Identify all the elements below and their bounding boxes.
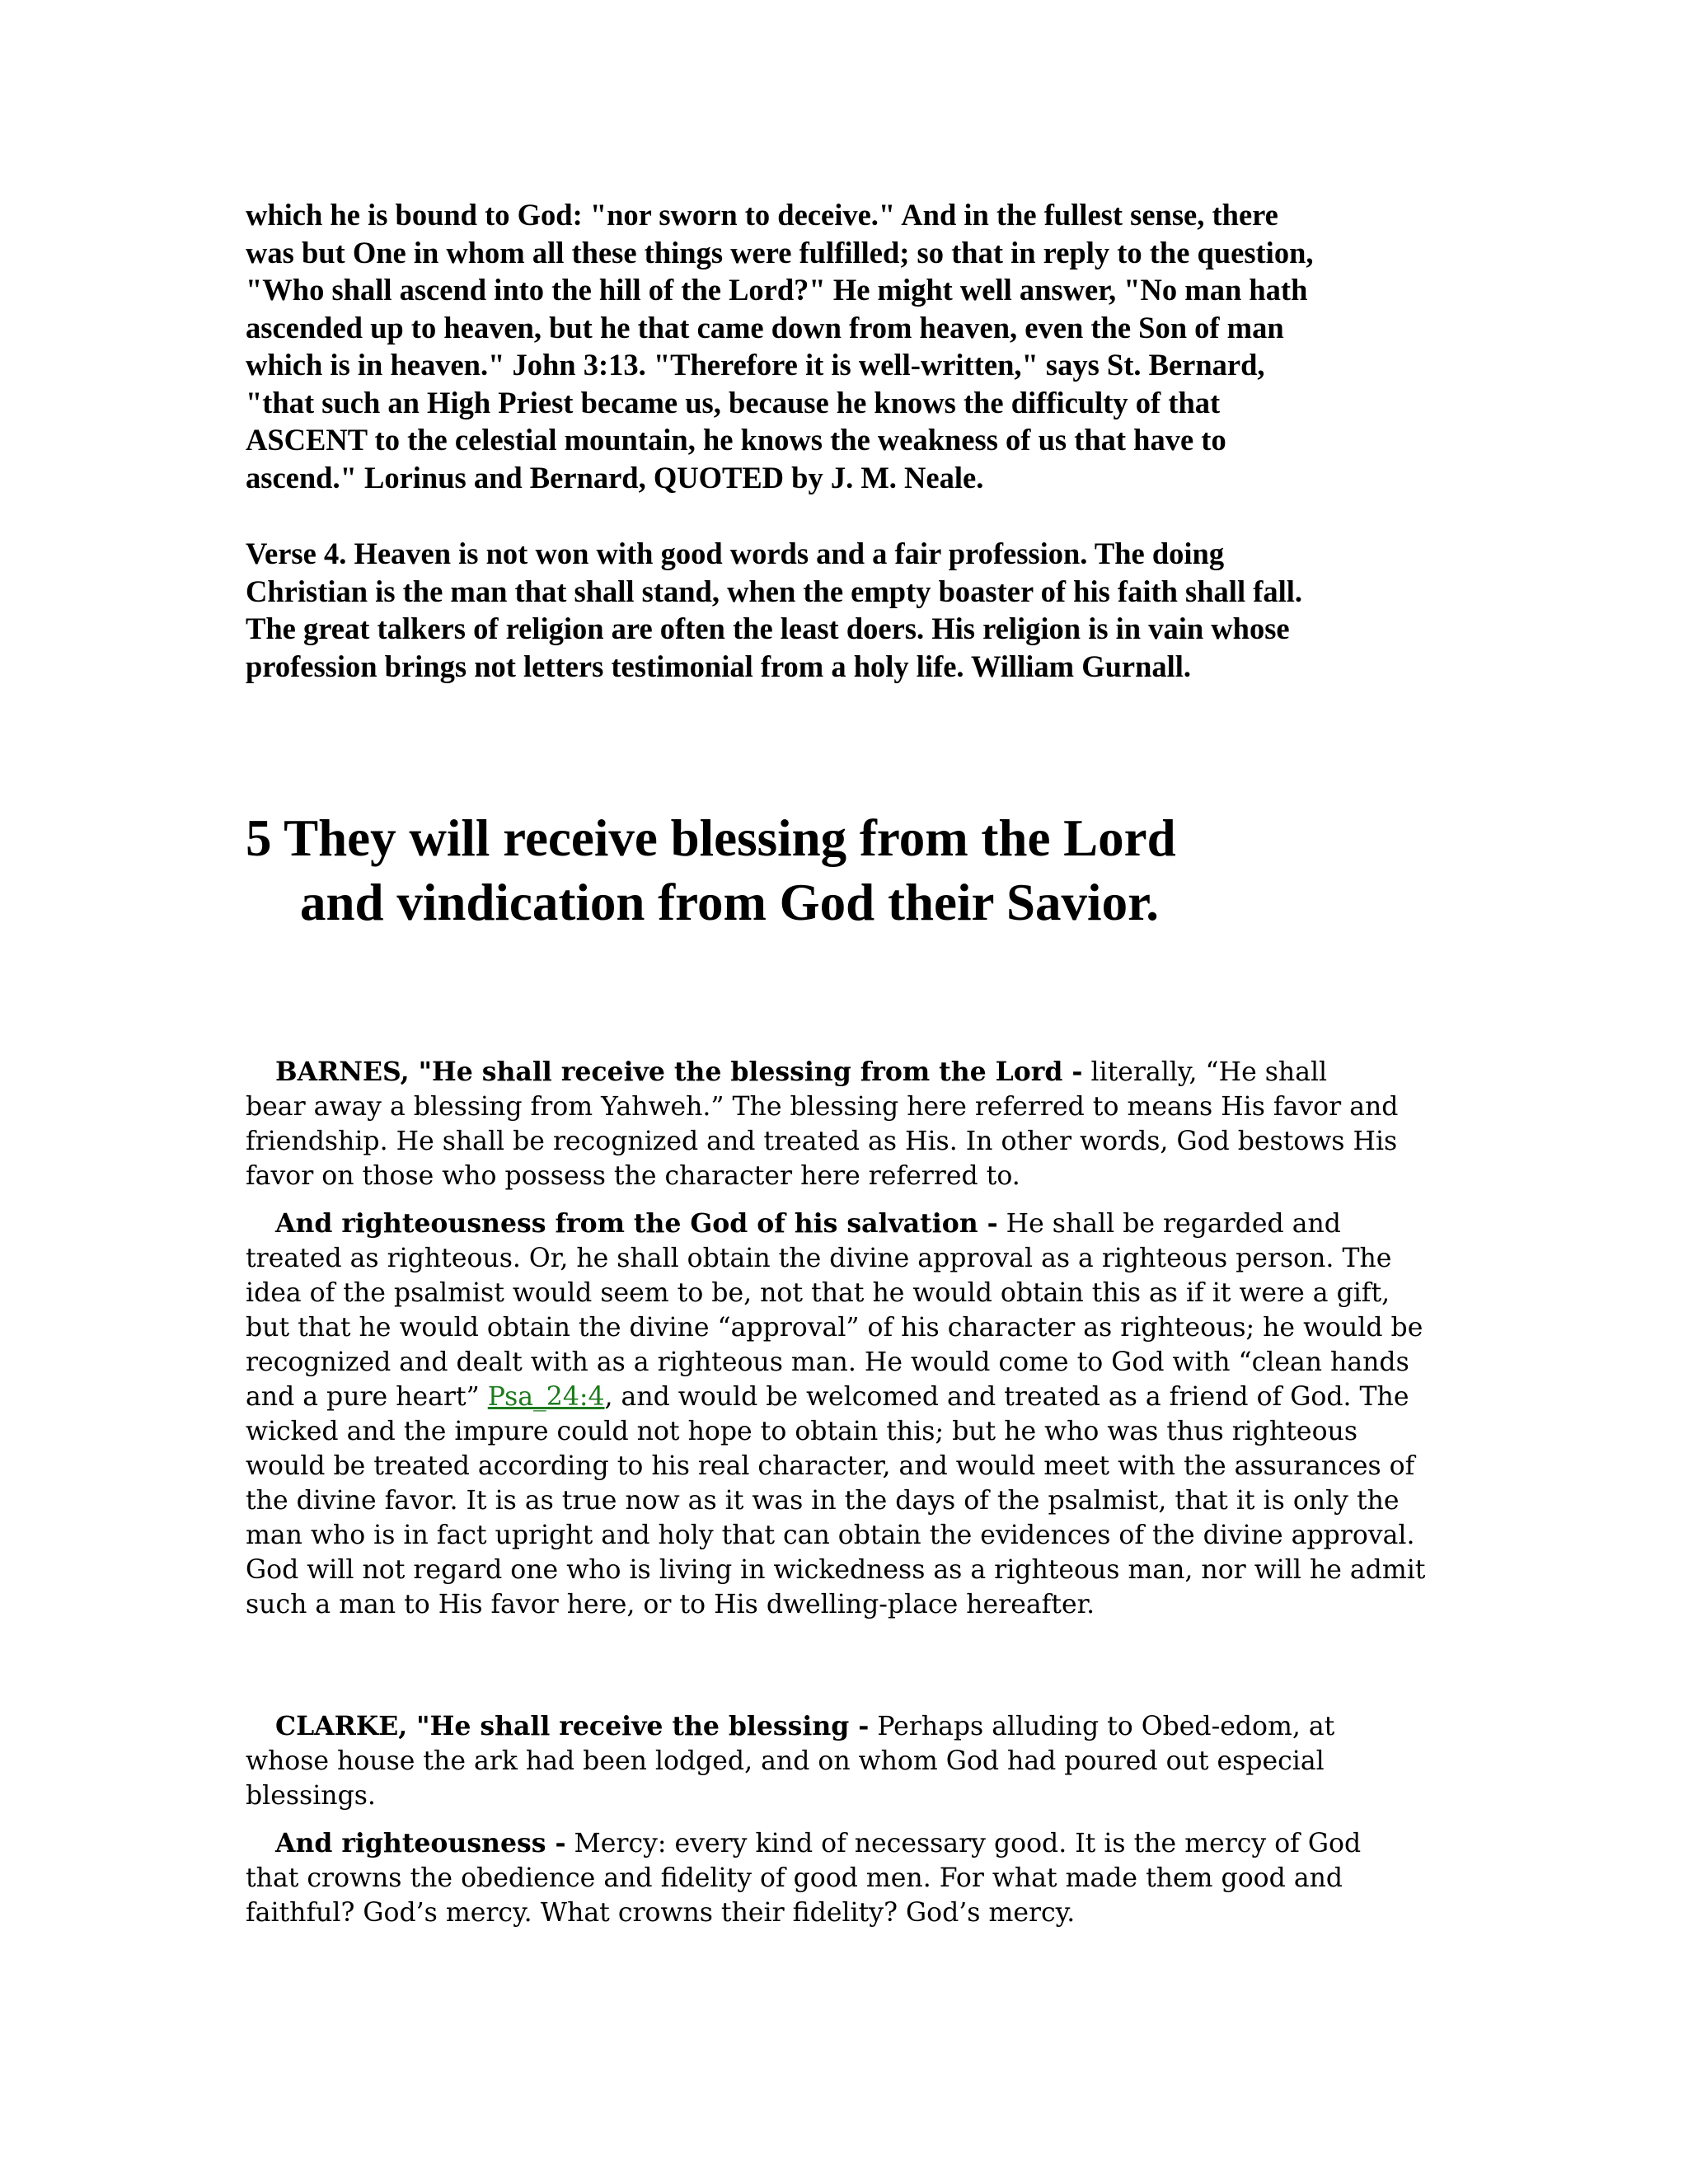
verse4-line: Verse 4. Heaven is not won with good words and a fair profession. The doing [246, 537, 1225, 570]
barnes-p2-line: recognized and dealt with as a righteous man. He would come to God with “clean hands [246, 1347, 1409, 1377]
barnes-p1-line: bear away a blessing from Yahweh.” The blessing here referred to means His favor and [246, 1092, 1399, 1122]
barnes-paragraph-1 [246, 1055, 1398, 1193]
barnes-p2-text: and a pure heart” [246, 1382, 488, 1412]
verse-heading [246, 806, 1176, 935]
clarke-p1-line: blessings. [246, 1781, 376, 1811]
intro-line: "Who shall ascend into the hill of the Lord?" He might well answer, "No man hath [246, 273, 1308, 307]
clarke-p2-line: faithful? God’s mercy. What crowns their fidelity? God’s mercy. [246, 1898, 1076, 1928]
clarke-paragraph-1 [246, 1709, 1334, 1813]
barnes-p1-first-line [246, 1055, 1398, 1090]
barnes-p2-text: , and would be welcomed and treated as a friend of God. The [604, 1382, 1409, 1412]
verse4-line: Christian is the man that shall stand, when the empty boaster of his faith shall fall. [246, 574, 1303, 608]
barnes-p2-line: wicked and the impure could not hope to obtain this; but he who was thus righteous [246, 1417, 1357, 1446]
barnes-p1-bold: BARNES, "He shall receive the blessing from the Lord - [275, 1057, 1083, 1087]
barnes-p2-line: would be treated according to his real character, and would meet with the assurances of [246, 1451, 1415, 1481]
barnes-p2-line: God will not regard one who is living in wickedness as a righteous man, nor will he admit [246, 1555, 1426, 1585]
clarke-p1-line: whose house the ark had been lodged, and on whom God had poured out especial [246, 1746, 1325, 1776]
clarke-p2-first-line [246, 1826, 1361, 1861]
verse4-line: profession brings not letters testimonial from a holy life. William Gurnall. [246, 649, 1192, 683]
barnes-p2-line-with-link [246, 1380, 1425, 1414]
barnes-p2-first-line [246, 1207, 1425, 1241]
verse4-line: The great talkers of religion are often the least doers. His religion is in vain whose [246, 612, 1290, 645]
barnes-p2-line: man who is in fact upright and holy that can obtain the evidences of the divine approval. [246, 1521, 1415, 1550]
intro-line: "that such an High Priest became us, because he knows the difficulty of that [246, 385, 1221, 419]
intro-line: which he is bound to God: "nor sworn to deceive." And in the fullest sense, there [246, 198, 1278, 232]
intro-paragraph [246, 196, 1432, 496]
barnes-p2-line: but that he would obtain the divine “approval” of his character as righteous; he would be [246, 1313, 1423, 1343]
clarke-p2-bold: And righteousness - [275, 1828, 566, 1858]
barnes-p2-line: the divine favor. It is as true now as it was in the days of the psalmist, that it is only the [246, 1486, 1400, 1516]
intro-line: which is in heaven." John 3:13. "Therefore it is well-written," says St. Bernard, [246, 348, 1265, 382]
intro-line: ascend." Lorinus and Bernard, QUOTED by J. M. Neale. [246, 460, 984, 494]
barnes-paragraph-2 [246, 1207, 1425, 1622]
clarke-p1-text: Perhaps alluding to Obed-edom, at [869, 1712, 1335, 1741]
clarke-p1-first-line [246, 1709, 1334, 1744]
intro-line: was but One in whom all these things were fulfilled; so that in reply to the question, [246, 235, 1314, 269]
barnes-p1-line: friendship. He shall be recognized and treated as His. In other words, God bestows His [246, 1127, 1398, 1156]
barnes-p2-line: treated as righteous. Or, he shall obtain the divine approval as a righteous person. The [246, 1244, 1392, 1273]
intro-line: ascended up to heaven, but he that came down from heaven, even the Son of man [246, 310, 1284, 344]
verse-heading-line1: 5 They will receive blessing from the Lord [246, 809, 1176, 867]
clarke-p1-bold: CLARKE, "He shall receive the blessing - [275, 1711, 870, 1741]
clarke-p2-text: Mercy: every kind of necessary good. It is the mercy of God [565, 1829, 1362, 1858]
barnes-p2-line: idea of the psalmist would seem to be, not that he would obtain this as if it were a gift, [246, 1278, 1390, 1308]
barnes-p1-text: literally, “He shall [1082, 1057, 1328, 1087]
verse-heading-line2: and vindication from God their Savior. [300, 874, 1159, 931]
barnes-p1-line: favor on those who possess the character here referred to. [246, 1161, 1020, 1191]
intro-line: ASCENT to the celestial mountain, he knows the weakness of us that have to [246, 423, 1226, 457]
barnes-p2-line: such a man to His favor here, or to His dwelling-place hereafter. [246, 1590, 1095, 1619]
clarke-p2-line: that crowns the obedience and fidelity of good men. For what made them good and [246, 1863, 1343, 1893]
barnes-p2-bold: And righteousness from the God of his salvation - [275, 1208, 998, 1239]
document-page [246, 196, 1432, 1928]
scripture-reference-link[interactable]: Psa_24:4 [487, 1382, 605, 1412]
clarke-paragraph-2 [246, 1826, 1361, 1930]
barnes-p2-text: He shall be regarded and [997, 1209, 1341, 1239]
verse4-paragraph [246, 535, 1432, 685]
